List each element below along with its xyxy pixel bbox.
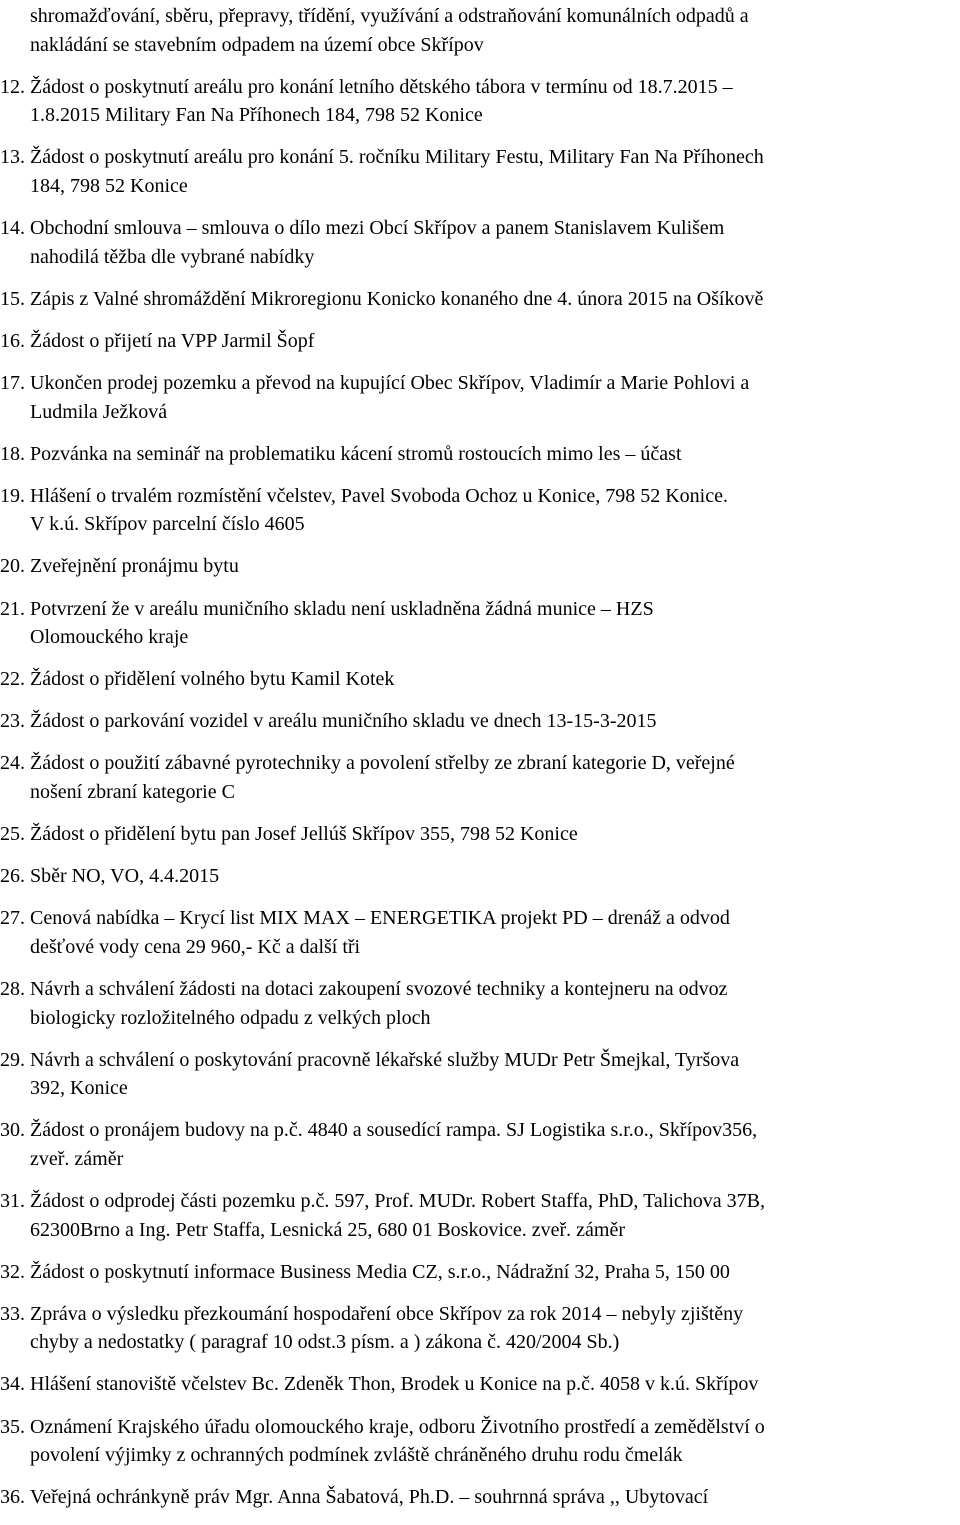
list-item — [0, 1413, 958, 1470]
item-number: 16. — [0, 329, 25, 352]
item-text-line: Cenová nabídka – Krycí list MIX MAX – ENERGETIKA projekt PD – drenáž a odvod — [30, 907, 730, 930]
item-text — [30, 327, 958, 356]
item-text-line: Návrh a schválení o poskytování pracovně lékařské služby MUDr Petr Šmejkal, Tyršova — [30, 1048, 740, 1071]
list-item — [0, 1258, 958, 1287]
item-text — [30, 440, 958, 469]
item-text-line: povolení výjimky z ochranných podmínek zvláště chráněného druhu rodu čmelák — [30, 1444, 683, 1467]
item-number: 15. — [0, 287, 25, 310]
item-text — [30, 1258, 958, 1287]
item-number: 29. — [0, 1048, 25, 1071]
intro-paragraph — [0, 2, 958, 59]
item-text-line: V k.ú. Skřípov parcelní číslo 4605 — [30, 513, 305, 536]
item-text — [30, 707, 958, 736]
item-number: 33. — [0, 1302, 25, 1325]
list-item — [0, 1300, 958, 1357]
item-text-line: chyby a nedostatky ( paragraf 10 odst.3 písm. a ) zákona č. 420/2004 Sb.) — [30, 1331, 620, 1354]
item-text-line: Potvrzení že v areálu muničního skladu není uskladněna žádná munice – HZS — [30, 597, 654, 620]
item-text-line: Návrh a schválení žádosti na dotaci zakoupení svozové techniky a kontejneru na odvoz — [30, 977, 728, 1000]
item-text-line: 184, 798 52 Konice — [30, 174, 188, 197]
item-number: 25. — [0, 823, 25, 846]
item-text-line: Žádost o odprodej části pozemku p.č. 597, Prof. MUDr. Robert Staffa, PhD, Talichova 37B, — [30, 1190, 765, 1212]
item-text-line: Zveřejnění pronájmu bytu — [30, 555, 239, 578]
item-number: 30. — [0, 1119, 25, 1142]
list-item — [0, 73, 958, 130]
list-item — [0, 862, 958, 891]
item-text — [30, 143, 958, 200]
item-number: 26. — [0, 865, 25, 888]
list-item — [0, 749, 958, 806]
item-text — [30, 1370, 958, 1399]
list-item — [0, 1116, 958, 1173]
item-text — [30, 482, 958, 539]
item-text-line: Žádost o přidělení bytu pan Josef Jellúš Skřípov 355, 798 52 Konice — [30, 823, 578, 846]
item-text-line: Žádost o přijetí na VPP Jarmil Šopf — [30, 329, 315, 352]
intro-line: nakládání se stavebním odpadem na území obce Skřípov — [30, 33, 484, 56]
item-text-line: Zpráva o výsledku přezkoumání hospodaření obce Skřípov za rok 2014 – nebyly zjištěny — [30, 1302, 744, 1325]
item-text-line: Zápis z Valné shromáždění Mikroregionu Konicko konaného dne 4. února 2015 na Ošíkově — [30, 287, 764, 310]
item-text — [30, 285, 958, 314]
item-text-line: Žádost o parkování vozidel v areálu muničního skladu ve dnech 13-15-3-2015 — [30, 710, 657, 733]
item-text-line: Ludmila Ježková — [30, 400, 168, 423]
item-text-line: Oznámení Krajského úřadu olomouckého kraje, odboru Životního prostředí a zemědělství o — [30, 1415, 765, 1438]
list-item — [0, 1370, 958, 1399]
item-text — [30, 595, 958, 652]
list-item — [0, 285, 958, 314]
item-text-line: nošení zbraní kategorie C — [30, 780, 235, 803]
list-item — [0, 975, 958, 1032]
item-number: 21. — [0, 597, 25, 620]
item-text — [30, 1413, 958, 1470]
item-text-line: dešťové vody cena 29 960,- Kč a další tři — [30, 935, 361, 958]
item-text-line: 392, Konice — [30, 1077, 128, 1100]
item-text-line: zveř. záměr — [30, 1147, 124, 1170]
list-item — [0, 665, 958, 694]
item-number: 17. — [0, 371, 25, 394]
list-item — [0, 904, 958, 961]
item-number: 13. — [0, 146, 25, 169]
item-number: 22. — [0, 668, 25, 691]
list-item — [0, 440, 958, 469]
list-item — [0, 327, 958, 356]
item-number: 23. — [0, 710, 25, 733]
list-item — [0, 143, 958, 200]
item-number: 32. — [0, 1260, 25, 1283]
item-text-line: Ukončen prodej pozemku a převod na kupující Obec Skřípov, Vladimír a Marie Pohlovi a — [30, 371, 750, 394]
item-number: 34. — [0, 1373, 25, 1396]
item-text — [30, 369, 958, 426]
item-number: 14. — [0, 217, 25, 240]
item-text-line: Olomouckého kraje — [30, 626, 189, 649]
item-text-line: Žádost o přidělení volného bytu Kamil Kotek — [30, 668, 395, 691]
item-text — [30, 1187, 958, 1244]
item-text-line: 62300Brno a Ing. Petr Staffa, Lesnická 25, 680 01 Boskovice. zveř. záměr — [30, 1218, 626, 1241]
item-text — [30, 862, 958, 891]
list-item — [0, 1187, 958, 1244]
list-item — [0, 707, 958, 736]
item-text-line: Žádost o poskytnutí areálu pro konání letního dětského tábora v termínu od 18.7.2015 – — [30, 75, 733, 98]
item-text — [30, 552, 958, 581]
agenda-list — [0, 73, 958, 1512]
item-text — [30, 749, 958, 806]
item-number: 19. — [0, 484, 25, 507]
intro-line: shromažďování, sběru, přepravy, třídění, využívání a odstraňování komunálních odpadů a — [30, 5, 749, 27]
item-text — [30, 1116, 958, 1173]
list-item — [0, 482, 958, 539]
list-item — [0, 369, 958, 426]
item-number: 31. — [0, 1190, 25, 1212]
item-text-line: Obchodní smlouva – smlouva o dílo mezi Obcí Skřípov a panem Stanislavem Kulišem — [30, 217, 725, 240]
item-number: 24. — [0, 752, 25, 775]
document-page — [0, 2, 958, 1525]
list-item — [0, 552, 958, 581]
item-text-line: Žádost o pronájem budovy na p.č. 4840 a sousedící rampa. SJ Logistika s.r.o., Skřípov356, — [30, 1119, 758, 1142]
item-text-line: Žádost o použití zábavné pyrotechniky a povolení střelby ze zbraní kategorie D, veřejné — [30, 752, 735, 775]
item-text-line: Veřejná ochránkyně práv Mgr. Anna Šabatová, Ph.D. – souhrnná správa ,, Ubytovací — [30, 1486, 709, 1509]
item-number: 36. — [0, 1486, 25, 1509]
list-item — [0, 214, 958, 271]
item-text — [30, 904, 958, 961]
item-text — [30, 820, 958, 849]
list-item — [0, 595, 958, 652]
item-text — [30, 665, 958, 694]
list-item — [0, 1046, 958, 1103]
item-text — [30, 214, 958, 271]
item-text — [30, 1300, 958, 1357]
item-text-line: Pozvánka na seminář na problematiku kácení stromů rostoucích mimo les – účast — [30, 442, 682, 465]
item-text-line: Hlášení o trvalém rozmístění včelstev, Pavel Svoboda Ochoz u Konice, 798 52 Konice. — [30, 484, 728, 507]
item-text-line: 1.8.2015 Military Fan Na Příhonech 184, 798 52 Konice — [30, 104, 483, 127]
item-number: 35. — [0, 1415, 25, 1438]
item-text-line: nahodilá těžba dle vybrané nabídky — [30, 245, 315, 268]
item-number: 27. — [0, 907, 25, 930]
item-text-line: Hlášení stanoviště včelstev Bc. Zdeněk Thon, Brodek u Konice na p.č. 4058 v k.ú. Skřípov — [30, 1373, 759, 1396]
list-item — [0, 1483, 958, 1512]
item-text-line: Žádost o poskytnutí informace Business Media CZ, s.r.o., Nádražní 32, Praha 5, 150 00 — [30, 1260, 730, 1283]
list-item — [0, 820, 958, 849]
item-text — [30, 73, 958, 130]
item-text-line: Sběr NO, VO, 4.4.2015 — [30, 865, 220, 888]
item-text — [30, 975, 958, 1032]
item-text-line: Žádost o poskytnutí areálu pro konání 5. ročníku Military Festu, Military Fan Na Příhonech — [30, 146, 764, 169]
item-number: 18. — [0, 442, 25, 465]
item-number: 20. — [0, 555, 25, 578]
item-number: 28. — [0, 977, 25, 1000]
item-text-line: biologicky rozložitelného odpadu z velkých ploch — [30, 1006, 431, 1029]
item-text — [30, 1483, 958, 1512]
item-text — [30, 1046, 958, 1103]
item-number: 12. — [0, 75, 25, 98]
